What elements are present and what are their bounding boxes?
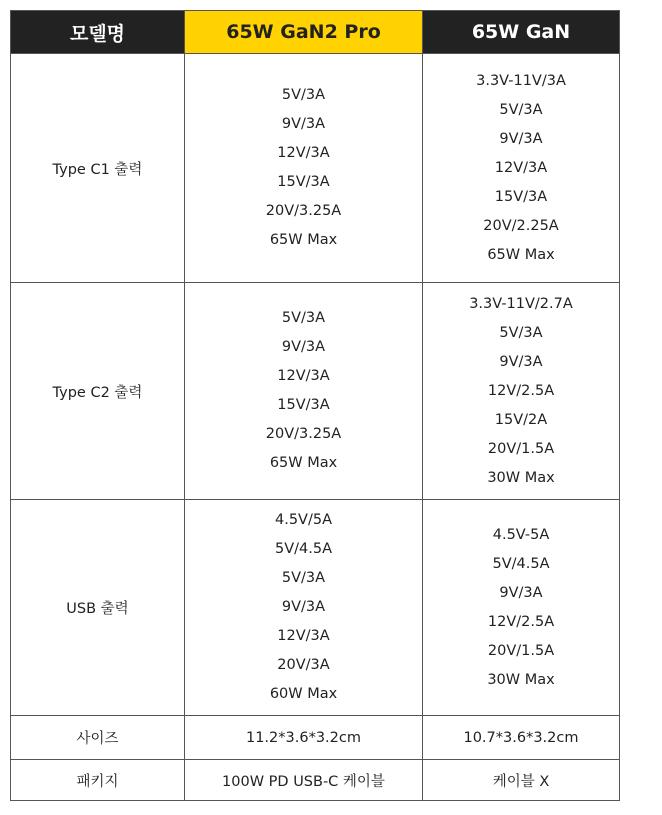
spec-line: 3.3V-11V/2.7A <box>469 295 573 312</box>
spec-table-container <box>10 10 619 801</box>
spec-line: 5V/4.5A <box>274 541 332 557</box>
spec-line: 20V/1.5A <box>487 440 555 457</box>
row-type-c1 <box>11 54 620 283</box>
spec-line: 15V/3A <box>494 188 548 205</box>
spec-list <box>423 290 619 493</box>
spec-list <box>185 81 422 255</box>
spec-line: 20V/1.5A <box>487 642 555 659</box>
cell-type-c2-pro <box>185 283 423 500</box>
spec-line: 15V/3A <box>277 174 330 190</box>
spec-line: 60W Max <box>269 686 338 702</box>
header-row <box>11 11 620 54</box>
spec-line: 5V/3A <box>281 570 326 586</box>
spec-line: 12V/3A <box>277 628 330 644</box>
spec-line: 12V/3A <box>277 145 330 161</box>
spec-line: 5V/3A <box>499 101 543 118</box>
spec-line: 12V/3A <box>277 368 330 384</box>
spec-line: 3.3V-11V/3A <box>476 72 566 89</box>
spec-line: 15V/3A <box>277 397 330 413</box>
cell-type-c2-gan <box>423 283 620 500</box>
cell-size-pro: 11.2*3.6*3.2cm <box>185 716 423 760</box>
spec-line: 65W Max <box>487 246 555 263</box>
row-label-size: 사이즈 <box>11 716 185 760</box>
spec-line: 9V/3A <box>281 116 326 132</box>
spec-line: 12V/2.5A <box>487 382 555 399</box>
row-package <box>11 760 620 801</box>
cell-type-c1-gan <box>423 54 620 283</box>
row-label-usb: USB 출력 <box>11 500 185 716</box>
spec-line: 15V/2A <box>494 411 548 428</box>
spec-line: 9V/3A <box>499 130 543 147</box>
spec-line: 30W Max <box>487 671 555 688</box>
spec-line: 12V/3A <box>494 159 548 176</box>
row-label-type-c1: Type C1 출력 <box>11 54 185 283</box>
spec-line: 4.5V-5A <box>492 526 550 543</box>
spec-line: 20V/3A <box>277 657 330 673</box>
header-model-label: 모델명 <box>11 11 185 54</box>
spec-list <box>423 67 619 270</box>
spec-line: 5V/4.5A <box>492 555 550 572</box>
cell-package-gan: 케이블 X <box>423 760 620 801</box>
row-label-package: 패키지 <box>11 760 185 801</box>
spec-line: 5V/3A <box>281 310 326 326</box>
spec-line: 9V/3A <box>281 599 326 615</box>
header-pro-model: 65W GaN2 Pro <box>185 11 423 54</box>
row-usb <box>11 500 620 716</box>
spec-line: 65W Max <box>269 232 338 248</box>
spec-line: 9V/3A <box>281 339 326 355</box>
spec-list <box>185 506 422 709</box>
row-size <box>11 716 620 760</box>
cell-usb-gan <box>423 500 620 716</box>
spec-line: 20V/3.25A <box>265 426 342 442</box>
spec-line: 9V/3A <box>499 353 543 370</box>
cell-size-gan: 10.7*3.6*3.2cm <box>423 716 620 760</box>
spec-line: 20V/3.25A <box>265 203 342 219</box>
spec-line: 9V/3A <box>499 584 543 601</box>
spec-list <box>185 304 422 478</box>
spec-line: 30W Max <box>487 469 555 486</box>
cell-type-c1-pro <box>185 54 423 283</box>
row-type-c2 <box>11 283 620 500</box>
spec-list <box>423 521 619 695</box>
spec-line: 65W Max <box>269 455 338 471</box>
spec-line: 12V/2.5A <box>487 613 555 630</box>
row-label-type-c2: Type C2 출력 <box>11 283 185 500</box>
header-gan-model: 65W GaN <box>423 11 620 54</box>
spec-line: 20V/2.25A <box>483 217 559 234</box>
spec-line: 5V/3A <box>499 324 543 341</box>
spec-comparison-table <box>10 10 620 801</box>
spec-line: 4.5V/5A <box>274 512 332 528</box>
spec-line: 5V/3A <box>281 87 326 103</box>
cell-usb-pro <box>185 500 423 716</box>
cell-package-pro: 100W PD USB-C 케이블 <box>185 760 423 801</box>
